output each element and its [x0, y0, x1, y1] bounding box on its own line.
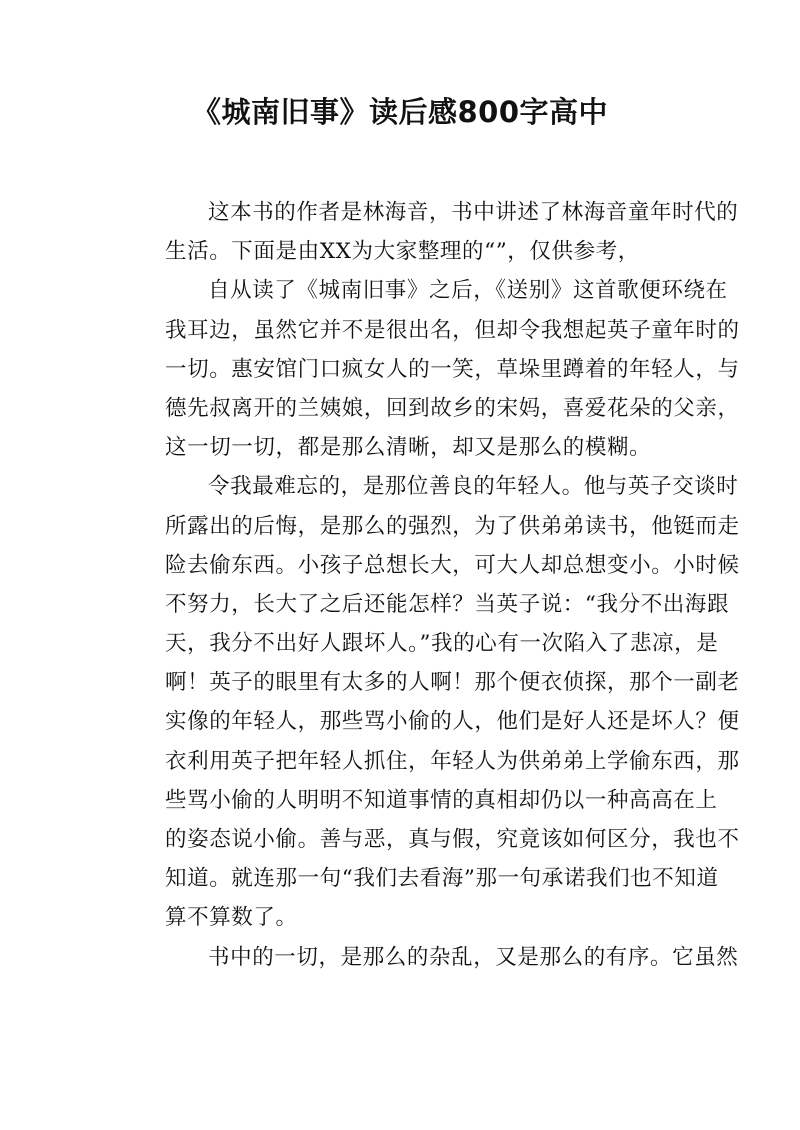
- text-line: 这本书的作者是林海音，书中讲述了林海音童年时代的: [208, 200, 739, 225]
- paragraph-young-man: [122, 467, 740, 937]
- text-line: 我耳边，虽然它并不是很出名，但却令我想起英子童年时的: [165, 317, 740, 343]
- text-line: 算不算数了。: [165, 905, 298, 931]
- text-line: 这一切一切，都是那么清晰，却又是那么的模糊。: [165, 435, 652, 461]
- text-line: 一切。惠安馆门口疯女人的一笑，草垛里蹲着的年轻人，与: [165, 356, 740, 382]
- text-line: 生活。下面是由XX为大家整理的“”，仅供参考，: [165, 239, 640, 265]
- text-line: 实像的年轻人，那些骂小偷的人，他们是好人还是坏人？便: [165, 709, 740, 735]
- text-line: 衣利用英子把年轻人抓住，年轻人为供弟弟上学偷东西，那: [165, 748, 740, 774]
- text-line: 书中的一切，是那么的杂乱，又是那么的有序。它虽然: [208, 944, 739, 970]
- text-line: 德先叔离开的兰姨娘，回到故乡的宋妈，喜爱花朵的父亲，: [165, 395, 740, 421]
- text-line: 天，我分不出好人跟坏人。”我的心有一次陷入了悲凉，是: [165, 631, 719, 657]
- paragraph-songbie: [122, 271, 740, 467]
- text-line: 自从读了《城南旧事》之后，《送别》这首歌便环绕在: [208, 278, 728, 304]
- paragraph-closing: [122, 938, 739, 977]
- paragraph-intro: [122, 193, 739, 271]
- text-line: 所露出的后悔，是那么的强烈，为了供弟弟读书，他铤而走: [165, 513, 740, 539]
- text-line: 的姿态说小偷。善与恶，真与假，究竟该如何区分，我也不: [165, 827, 740, 852]
- text-line: 知道。就连那一句“我们去看海”那一句承诺我们也不知道: [165, 866, 719, 892]
- page-title: 《城南旧事》读后感800字高中: [191, 95, 609, 129]
- text-line: 令我最难忘的，是那位善良的年轻人。他与英子交谈时: [208, 474, 739, 500]
- text-line: 不努力，长大了之后还能怎样？当英子说：“我分不出海跟: [165, 591, 730, 617]
- text-line: 些骂小偷的人明明不知道事情的真相却仍以一种高高在上: [165, 787, 718, 813]
- text-line: 险去偷东西。小孩子总想长大，可大人却总想变小。小时候: [165, 552, 740, 578]
- text-line: 啊！英子的眼里有太多的人啊！那个便衣侦探，那个一副老: [165, 670, 740, 696]
- document-body: [122, 193, 740, 977]
